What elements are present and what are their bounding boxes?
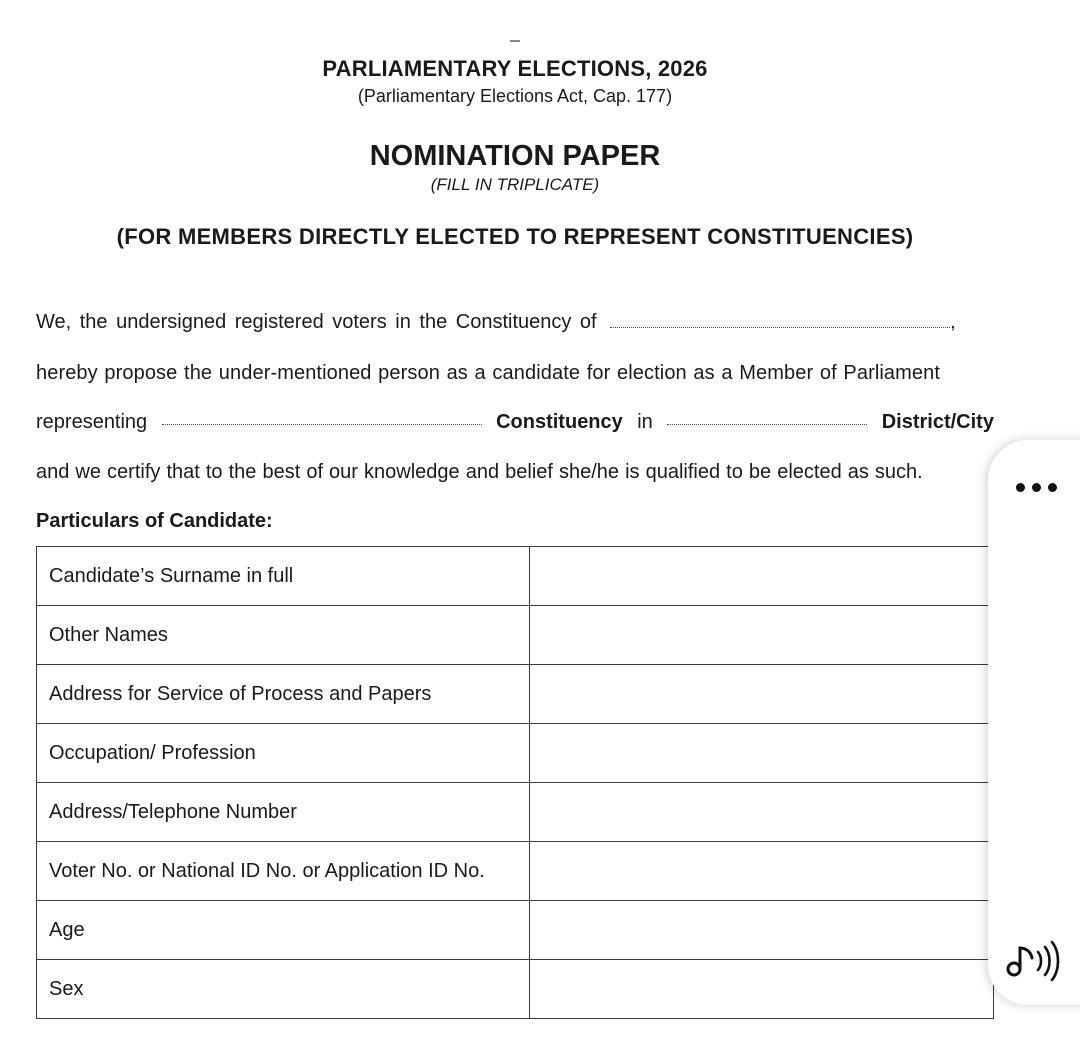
declaration-line-3 <box>36 410 994 434</box>
act-reference: (Parliamentary Elections Act, Cap. 177) <box>357 86 673 106</box>
other-names-field[interactable] <box>530 606 994 665</box>
occupation-field[interactable] <box>530 724 994 783</box>
more-options-button[interactable] <box>1006 470 1066 504</box>
form-scope: (FOR MEMBERS DIRECTLY ELECTED TO REPRESENT CONSTITUENCIES) <box>116 224 914 249</box>
floating-tool-panel <box>988 440 1080 1005</box>
page-mark <box>510 40 520 42</box>
address-telephone-label: Address/Telephone Number <box>37 783 530 842</box>
district-blank[interactable] <box>667 410 867 425</box>
declaration-line-4: and we certify that to the best of our knowledge and belief she/he is qualified to be elected as such. <box>36 461 923 483</box>
more-horizontal-icon <box>1048 483 1057 492</box>
district-city-label: District/City <box>881 411 994 433</box>
form-title: NOMINATION PAPER <box>369 140 661 172</box>
line-1-comma: , <box>950 311 956 333</box>
table-row <box>37 606 994 665</box>
declaration-line-1-text: We, the undersigned registered voters in the Constituency of <box>36 311 597 333</box>
service-address-field[interactable] <box>530 665 994 724</box>
in-label: in <box>637 411 653 433</box>
service-address-label: Address for Service of Process and Papers <box>37 665 530 724</box>
sex-field[interactable] <box>530 960 994 1019</box>
declaration-line-1 <box>36 310 994 334</box>
voter-id-field[interactable] <box>530 842 994 901</box>
more-horizontal-icon <box>1016 483 1025 492</box>
representing-blank[interactable] <box>162 410 482 425</box>
constituency-label: Constituency <box>496 411 623 433</box>
address-telephone-field[interactable] <box>530 783 994 842</box>
election-title: PARLIAMENTARY ELECTIONS, 2026 <box>322 56 708 81</box>
table-row <box>37 724 994 783</box>
more-horizontal-icon <box>1032 483 1041 492</box>
read-aloud-button[interactable] <box>1000 930 1070 990</box>
voter-id-label: Voter No. or National ID No. or Application ID No. <box>37 842 530 901</box>
table-row <box>37 960 994 1019</box>
sex-label: Sex <box>37 960 530 1019</box>
table-row <box>37 665 994 724</box>
table-row <box>37 783 994 842</box>
constituency-blank[interactable] <box>610 313 950 328</box>
age-field[interactable] <box>530 901 994 960</box>
surname-field[interactable] <box>530 547 994 606</box>
occupation-label: Occupation/ Profession <box>37 724 530 783</box>
declaration-line-2: hereby propose the under-mentioned person as a candidate for election as a Member of Parliament <box>36 362 941 384</box>
table-row <box>37 547 994 606</box>
particulars-table <box>36 546 994 1019</box>
surname-label: Candidate’s Surname in full <box>37 547 530 606</box>
particulars-heading: Particulars of Candidate: <box>36 510 273 532</box>
other-names-label: Other Names <box>37 606 530 665</box>
form-instruction: (FILL IN TRIPLICATE) <box>430 175 600 194</box>
age-label: Age <box>37 901 530 960</box>
table-row <box>37 842 994 901</box>
read-aloud-icon <box>1000 930 1070 990</box>
table-row <box>37 901 994 960</box>
representing-label: representing <box>36 411 148 433</box>
